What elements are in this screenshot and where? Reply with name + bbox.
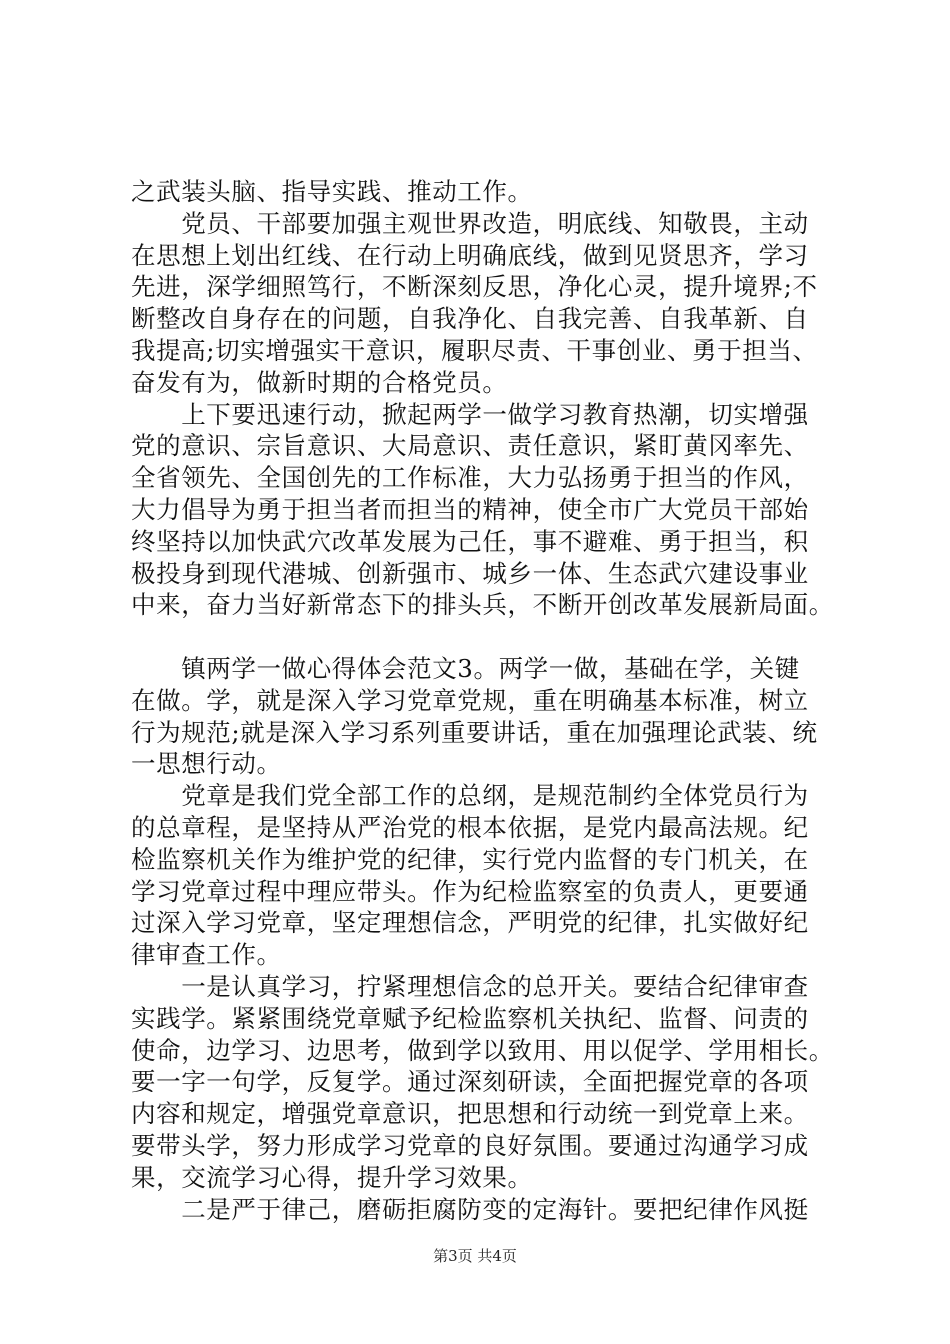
body-text-line: 在做。学，就是深入学习党章党规，重在明确基本标准，树立 (131, 686, 809, 715)
body-text-line: 党员、干部要加强主观世界改造，明底线、知敬畏，主动 (131, 209, 809, 238)
body-text-line: 检监察机关作为维护党的纪律，实行党内监督的专门机关，在 (131, 845, 809, 874)
body-text-line: 中来，奋力当好新常态下的排头兵，不断开创改革发展新局面。 (131, 590, 834, 619)
body-text-line: 使命，边学习、边思考，做到学以致用、用以促学、学用相长。 (131, 1036, 834, 1065)
body-text-line: 先进，深学细照笃行，不断深刻反思，净化心灵，提升境界;不 (131, 272, 818, 301)
body-text-line: 上下要迅速行动，掀起两学一做学习教育热潮，切实增强 (131, 400, 809, 429)
body-text-line: 内容和规定，增强党章意识，把思想和行动统一到党章上来。 (131, 1099, 809, 1128)
body-text-line: 过深入学习党章，坚定理想信念，严明党的纪律，扎实做好纪 (131, 908, 809, 937)
body-text-line: 党章是我们党全部工作的总纲，是规范制约全体党员行为 (131, 781, 809, 810)
body-text-line: 行为规范;就是深入学习系列重要讲话，重在加强理论武装、统 (131, 718, 818, 747)
body-text-line: 要带头学，努力形成学习党章的良好氛围。要通过沟通学习成 (131, 1131, 809, 1160)
body-text-line: 的总章程，是坚持从严治党的根本依据，是党内最高法规。纪 (131, 813, 809, 842)
body-text-line: 全省领先、全国创先的工作标准，大力弘扬勇于担当的作风， (131, 463, 809, 492)
body-text-line: 极投身到现代港城、创新强市、城乡一体、生态武穴建设事业 (131, 559, 809, 588)
body-text-line: 学习党章过程中理应带头。作为纪检监察室的负责人，更要通 (131, 877, 809, 906)
body-text-line: 二是严于律己，磨砺拒腐防变的定海针。要把纪律作风挺 (131, 1195, 809, 1224)
body-text-line: 一是认真学习，拧紧理想信念的总开关。要结合纪律审查 (131, 972, 809, 1001)
page-number-footer: 第3页 共4页 (433, 1247, 517, 1265)
body-text-line: 要一字一句学，反复学。通过深刻研读，全面把握党章的各项 (131, 1067, 809, 1096)
body-text-line: 律审查工作。 (131, 940, 282, 969)
body-text-line: 之武装头脑、指导实践、推动工作。 (131, 177, 533, 206)
body-text-line: 一思想行动。 (131, 749, 282, 778)
body-text-line: 实践学。紧紧围绕党章赋予纪检监察机关执纪、监督、问责的 (131, 1004, 809, 1033)
body-text-line: 党的意识、宗旨意识、大局意识、责任意识，紧盯黄冈率先、 (131, 431, 809, 460)
body-text-line: 我提高;切实增强实干意识，履职尽责、干事创业、勇于担当、 (131, 336, 818, 365)
body-text-line: 断整改自身存在的问题，自我净化、自我完善、自我革新、自 (131, 304, 809, 333)
body-text-line: 镇两学一做心得体会范文3。两学一做，基础在学，关键 (131, 654, 800, 683)
body-text-line: 大力倡导为勇于担当者而担当的精神，使全市广大党员干部始 (131, 495, 809, 524)
body-text-line: 在思想上划出红线、在行动上明确底线，做到见贤思齐，学习 (131, 241, 809, 270)
body-text-line: 奋发有为，做新时期的合格党员。 (131, 368, 508, 397)
body-text-line: 终坚持以加快武穴改革发展为己任，事不避难、勇于担当，积 (131, 527, 809, 556)
body-text-line: 果，交流学习心得，提升学习效果。 (131, 1163, 533, 1192)
